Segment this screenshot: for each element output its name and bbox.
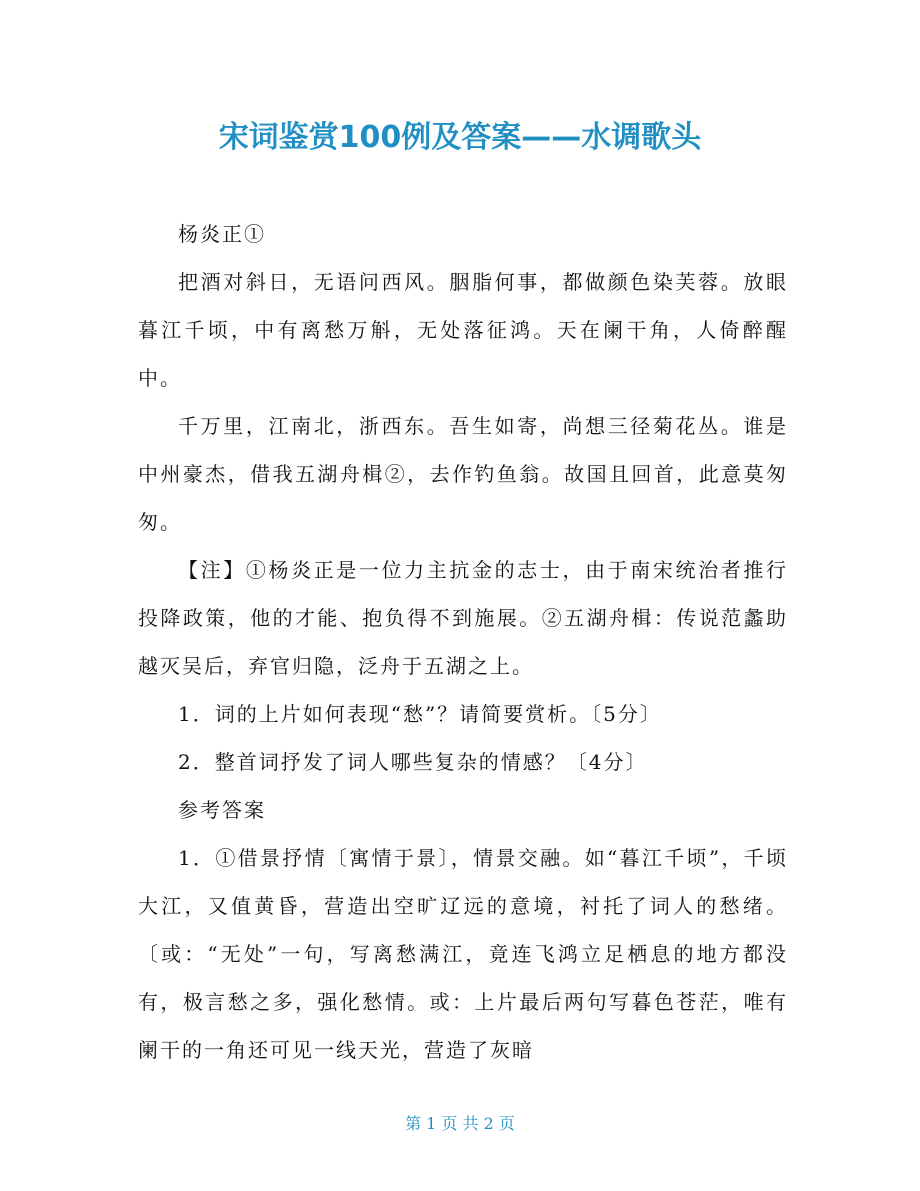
annotation-note: 【注】①杨炎正是一位力主抗金的志士，由于南宋统治者推行投降政策，他的才能、抱负得不到施展。②五湖舟楫：传说范蠡助越灭吴后，弃官归隐，泛舟于五湖之上。	[138, 558, 788, 678]
poem-stanza-1: 把酒对斜日，无语问西风。胭脂何事，都做颜色染芙蓉。放眼暮江千顷，中有离愁万斛，无处落征鸿。天在阑干角，人倚醉醒中。	[138, 270, 788, 390]
document-body	[138, 210, 788, 1074]
answer-1: 1．①借景抒情〔寓情于景〕，情景交融。如“暮江千顷”，千顷大江，又值黄昏，营造出空旷辽远的意境，衬托了词人的愁绪。〔或：“无处”一句，写离愁满江，竟连飞鸿立足栖息的地方都没有，极言愁之多，强化愁情。或：上片最后两句写暮色苍茫，唯有阑干的一角还可见一线天光，营造了灰暗	[138, 846, 788, 1062]
question-1: 1．词的上片如何表现“愁”？请简要赏析。〔5分〕	[178, 702, 662, 726]
document-title: 宋词鉴赏100例及答案——水调歌头	[218, 120, 702, 155]
page-number-footer: 第 1 页 共 2 页	[405, 1114, 515, 1133]
question-2: 2．整首词抒发了词人哪些复杂的情感？〔4分〕	[178, 750, 648, 774]
answer-heading: 参考答案	[178, 798, 266, 822]
poem-stanza-2: 千万里，江南北，浙西东。吾生如寄，尚想三径菊花丛。谁是中州豪杰，借我五湖舟楫②，去作钓鱼翁。故国且回首，此意莫匆匆。	[138, 414, 788, 534]
author-line: 杨炎正①	[178, 222, 266, 246]
